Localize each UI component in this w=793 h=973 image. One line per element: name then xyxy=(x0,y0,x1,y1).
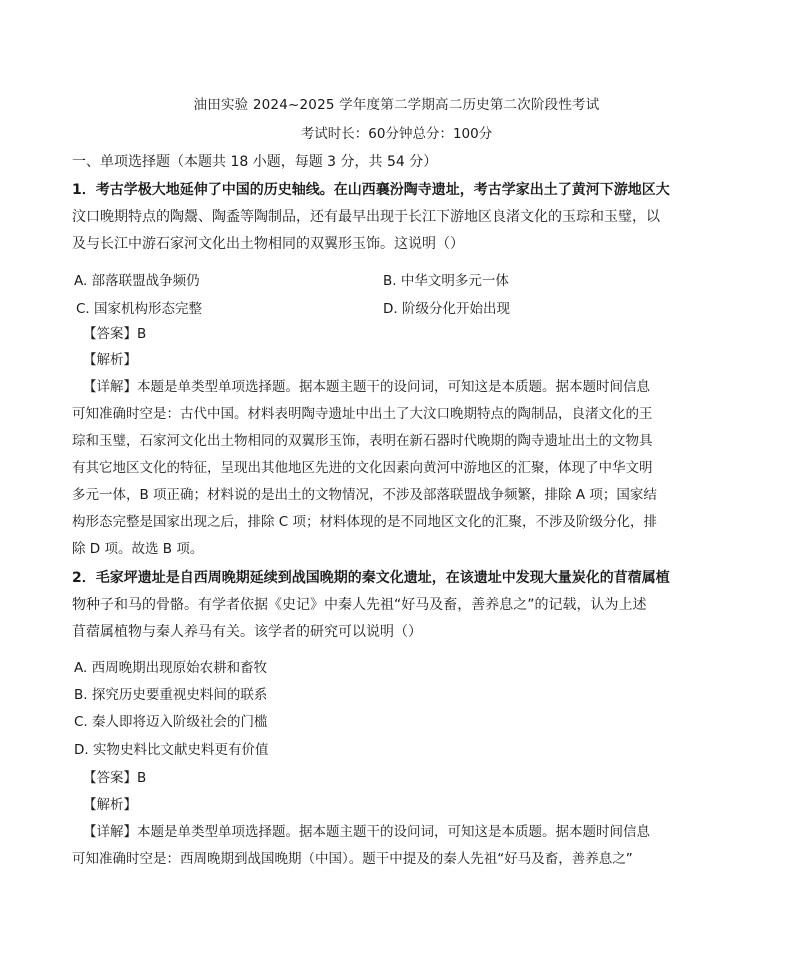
q2-option-b: B. 探究历史要重视史料间的联系 xyxy=(74,687,268,703)
q1-detail-line-3: 琮和玉璧，石家河文化出土物相同的双翼形玉饰，表明在新石器时代晚期的陶寺遗址出土的文物具 xyxy=(72,433,653,449)
q1-option-c: C. 国家机构形态完整 xyxy=(76,301,203,317)
exam-title: 油田实验 2024~2025 学年度第二学期高二历史第二次阶段性考试 xyxy=(193,97,600,113)
q1-detail-line-2: 可知准确时空是：古代中国。材料表明陶寺遗址中出土了大汶口晚期特点的陶制品，良渚文化的王 xyxy=(72,406,653,422)
q2-stem-line-3: 苜蓿属植物与秦人养马有关。该学者的研究可以说明（） xyxy=(72,624,422,640)
q1-stem-line-3: 及与长江中游石家河文化出土物相同的双翼形玉饰。这说明（） xyxy=(72,236,464,252)
q1-detail-line-5: 多元一体，B 项正确；材料说的是出土的文物情况，不涉及部落联盟战争频繁，排除 A 项；国家结 xyxy=(72,487,657,503)
q1-option-d: D. 阶级分化开始出现 xyxy=(383,301,510,317)
q1-option-b: B. 中华文明多元一体 xyxy=(383,273,509,289)
q2-stem-line-1: 2．毛家坪遗址是自西周晚期延续到战国晚期的秦文化遗址，在该遗址中发现大量炭化的苜蓿属植 xyxy=(72,570,670,586)
q2-detail-line-2: 可知准确时空是：西周晚期到战国晚期（中国）。题干中提及的秦人先祖“好马及畜，善养息之” xyxy=(72,851,633,867)
q1-option-a: A. 部落联盟战争频仍 xyxy=(74,273,200,289)
q2-option-d: D. 实物史料比文献史料更有价值 xyxy=(74,742,269,758)
exam-subtitle: 考试时长：60分钟总分：100分 xyxy=(300,126,493,142)
q2-answer: 【答案】B xyxy=(83,770,147,786)
q2-option-c: C. 秦人即将迈入阶级社会的门槛 xyxy=(74,714,268,730)
q1-detail-line-6: 构形态完整是国家出现之后，排除 C 项；材料体现的是不同地区文化的汇聚，不涉及阶级分化，排 xyxy=(72,514,658,530)
q1-detail-line-1: 【详解】本题是单类型单项选择题。据本题主题干的设问词，可知这是本质题。据本题时间信息 xyxy=(83,379,650,395)
q1-stem-line-1: 1．考古学极大地延伸了中国的历史轴线。在山西襄汾陶寺遗址，考古学家出土了黄河下游地区大 xyxy=(72,182,670,198)
q1-detail-line-7: 除 D 项。故选 B 项。 xyxy=(72,541,204,557)
q2-analysis-label: 【解析】 xyxy=(83,797,137,813)
q2-option-a: A. 西周晚期出现原始农耕和畜牧 xyxy=(74,660,268,676)
q1-answer: 【答案】B xyxy=(83,326,147,342)
q1-stem-line-2: 汶口晚期特点的陶鬶、陶盉等陶制品，还有最早出现于长江下游地区良渚文化的玉琮和玉璧，以 xyxy=(72,209,660,225)
q1-analysis-label: 【解析】 xyxy=(83,352,137,368)
q1-detail-line-4: 有其它地区文化的特征，呈现出其他地区先进的文化因素向黄河中游地区的汇聚，体现了中华文明 xyxy=(72,460,653,476)
q2-detail-line-1: 【详解】本题是单类型单项选择题。据本题主题干的设问词，可知这是本质题。据本题时间信息 xyxy=(83,824,650,840)
section-heading: 一、单项选择题（本题共 18 小题，每题 3 分，共 54 分） xyxy=(72,154,438,170)
q2-stem-line-2: 物种子和马的骨骼。有学者依据《史记》中秦人先祖“好马及畜，善养息之”的记载，认为上述 xyxy=(72,597,647,613)
